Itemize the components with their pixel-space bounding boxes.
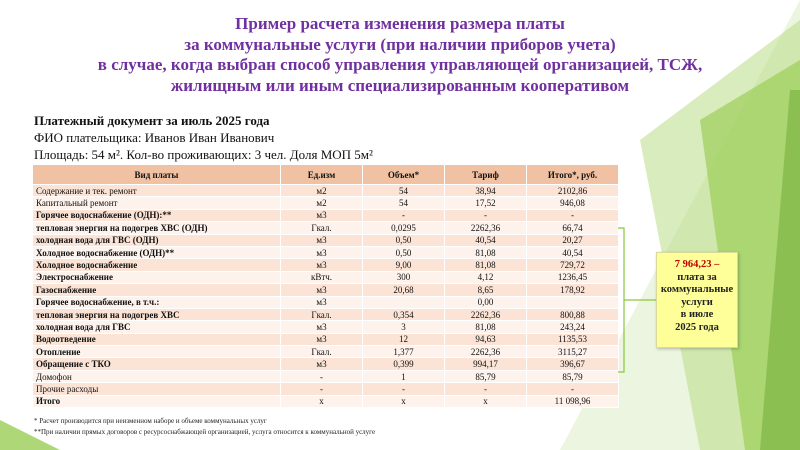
cell-tariff: 17,52 [445, 197, 527, 209]
page-title [60, 14, 740, 96]
header-volume: Объем* [363, 165, 445, 185]
cell-tariff: 4,12 [445, 271, 527, 283]
cell-volume [363, 296, 445, 308]
cell-volume: х [363, 395, 445, 407]
cell-tariff: 85,79 [445, 370, 527, 382]
cell-unit: м3 [281, 296, 363, 308]
cell-service: Электроснабжение [33, 271, 281, 283]
footnotes [34, 416, 375, 438]
cell-tariff: 81,08 [445, 246, 527, 258]
bill-table [32, 164, 619, 408]
cell-volume: 9,00 [363, 259, 445, 271]
cell-volume: 20,68 [363, 284, 445, 296]
cell-total: 20,27 [527, 234, 619, 246]
cell-tariff: х [445, 395, 527, 407]
title-line-2: за коммунальные услуги (при наличии приборов учета) [184, 34, 616, 54]
table-row [33, 284, 619, 296]
cell-volume: 12 [363, 333, 445, 345]
cell-total: 1135,53 [527, 333, 619, 345]
cell-service: Обращение с ТКО [33, 358, 281, 370]
cell-total: 800,88 [527, 308, 619, 320]
cell-total: 85,79 [527, 370, 619, 382]
cell-service: Домофон [33, 370, 281, 382]
cell-total: - [527, 383, 619, 395]
table-row [33, 271, 619, 283]
cell-total: 2102,86 [527, 185, 619, 197]
cell-volume: 0,50 [363, 246, 445, 258]
header-service: Вид платы [33, 165, 281, 185]
table-row [33, 333, 619, 345]
cell-tariff: 40,54 [445, 234, 527, 246]
callout-line-3: услуги [681, 296, 713, 308]
cell-unit: - [281, 370, 363, 382]
title-line-3: в случае, когда выбран способ управления управляющей организацией, ТСЖ, [97, 55, 703, 74]
bracket-connector [616, 226, 658, 376]
cell-service: Водоотведение [33, 333, 281, 345]
cell-total: 396,67 [527, 358, 619, 370]
table-row [33, 321, 619, 333]
footnote-1: * Расчет производится при неизменном наборе и объеме коммунальных услуг [34, 417, 267, 425]
cell-service: Газоснабжение [33, 284, 281, 296]
cell-unit: м3 [281, 284, 363, 296]
cell-total: 11 098,96 [527, 395, 619, 407]
table-row [33, 246, 619, 258]
table-row [33, 370, 619, 382]
cell-tariff: 2262,36 [445, 346, 527, 358]
callout-amount: 7 964,23 – [674, 259, 720, 270]
callout-line-1: плата за [677, 271, 717, 283]
cell-volume: 0,399 [363, 358, 445, 370]
cell-unit: м3 [281, 321, 363, 333]
cell-unit: м3 [281, 333, 363, 345]
cell-volume: - [363, 383, 445, 395]
cell-volume: 300 [363, 271, 445, 283]
table-row [33, 209, 619, 221]
cell-service: Холодное водоснабжение [33, 259, 281, 271]
cell-tariff: 81,08 [445, 321, 527, 333]
cell-total: 178,92 [527, 284, 619, 296]
cell-unit: м3 [281, 358, 363, 370]
cell-service: Прочие расходы [33, 383, 281, 395]
total-callout [656, 252, 738, 348]
table-row [33, 395, 619, 407]
table-row [33, 185, 619, 197]
cell-tariff: 0,00 [445, 296, 527, 308]
cell-total: 243,24 [527, 321, 619, 333]
cell-tariff: - [445, 383, 527, 395]
cell-total: 3115,27 [527, 346, 619, 358]
cell-service: холодная вода для ГВС [33, 321, 281, 333]
payment-document-info [34, 112, 373, 163]
cell-service: Горячее водоснабжение, в т.ч.: [33, 296, 281, 308]
table-row [33, 308, 619, 320]
cell-unit: м3 [281, 234, 363, 246]
cell-volume: 1 [363, 370, 445, 382]
cell-service: Холодное водоснабжение (ОДН)** [33, 246, 281, 258]
callout-line-2: коммунальные [660, 284, 734, 295]
cell-tariff: 2262,36 [445, 222, 527, 234]
table-row [33, 296, 619, 308]
table-header-row [33, 165, 619, 185]
cell-total: 66,74 [527, 222, 619, 234]
cell-unit: кВтч. [281, 271, 363, 283]
table-row [33, 259, 619, 271]
cell-tariff: - [445, 209, 527, 221]
cell-tariff: 94,63 [445, 333, 527, 345]
cell-volume: 0,354 [363, 308, 445, 320]
cell-total: 946,08 [527, 197, 619, 209]
cell-unit: х [281, 395, 363, 407]
cell-tariff: 38,94 [445, 185, 527, 197]
footnote-2: **При наличии прямых договоров с ресурсоснабжающей организацией, услуга относится к коммунальной услуге [34, 428, 376, 436]
cell-total: 1236,45 [527, 271, 619, 283]
cell-volume: 0,0295 [363, 222, 445, 234]
cell-tariff: 8,65 [445, 284, 527, 296]
cell-unit: - [281, 383, 363, 395]
cell-total: - [527, 209, 619, 221]
area-residents-line: Площадь: 54 м². Кол-во проживающих: 3 чел. Доля МОП 5м² [34, 147, 373, 162]
title-line-1: Пример расчета изменения размера платы [235, 14, 565, 33]
cell-service: тепловая энергия на подогрев ХВС [33, 308, 281, 320]
cell-service: тепловая энергия на подогрев ХВС (ОДН) [33, 222, 281, 234]
header-unit: Ед.изм [281, 165, 363, 185]
cell-unit: Гкал. [281, 346, 363, 358]
cell-service: Итого [33, 395, 281, 407]
cell-unit: Гкал. [281, 222, 363, 234]
cell-volume: 0,50 [363, 234, 445, 246]
header-tariff: Тариф [445, 165, 527, 185]
cell-unit: м2 [281, 197, 363, 209]
cell-service: Отопление [33, 346, 281, 358]
cell-unit: м3 [281, 259, 363, 271]
cell-tariff: 81,08 [445, 259, 527, 271]
table-row [33, 346, 619, 358]
cell-unit: Гкал. [281, 308, 363, 320]
cell-volume: 3 [363, 321, 445, 333]
payer-name: ФИО плательщика: Иванов Иван Иванович [34, 130, 275, 145]
table-row [33, 358, 619, 370]
cell-total: 40,54 [527, 246, 619, 258]
header-total: Итого*, руб. [527, 165, 619, 185]
cell-total [527, 296, 619, 308]
cell-unit: м3 [281, 246, 363, 258]
cell-volume: 54 [363, 185, 445, 197]
table-row [33, 383, 619, 395]
cell-tariff: 994,17 [445, 358, 527, 370]
cell-tariff: 2262,36 [445, 308, 527, 320]
cell-service: Содержание и тек. ремонт [33, 185, 281, 197]
table-row [33, 197, 619, 209]
cell-unit: м2 [281, 185, 363, 197]
cell-unit: м3 [281, 209, 363, 221]
table-row [33, 234, 619, 246]
document-heading: Платежный документ за июль 2025 года [34, 113, 270, 128]
cell-volume: 54 [363, 197, 445, 209]
cell-volume: - [363, 209, 445, 221]
table-row [33, 222, 619, 234]
title-line-4: жилищным или иным специализированным кооперативом [170, 75, 630, 95]
cell-service: Капитальный ремонт [33, 197, 281, 209]
bill-table-body [33, 185, 619, 408]
cell-volume: 1,377 [363, 346, 445, 358]
cell-service: Горячее водоснабжение (ОДН):** [33, 209, 281, 221]
cell-total: 729,72 [527, 259, 619, 271]
callout-line-5: 2025 года [675, 321, 719, 333]
cell-service: холодная вода для ГВС (ОДН) [33, 234, 281, 246]
callout-line-4: в июле [680, 309, 714, 320]
